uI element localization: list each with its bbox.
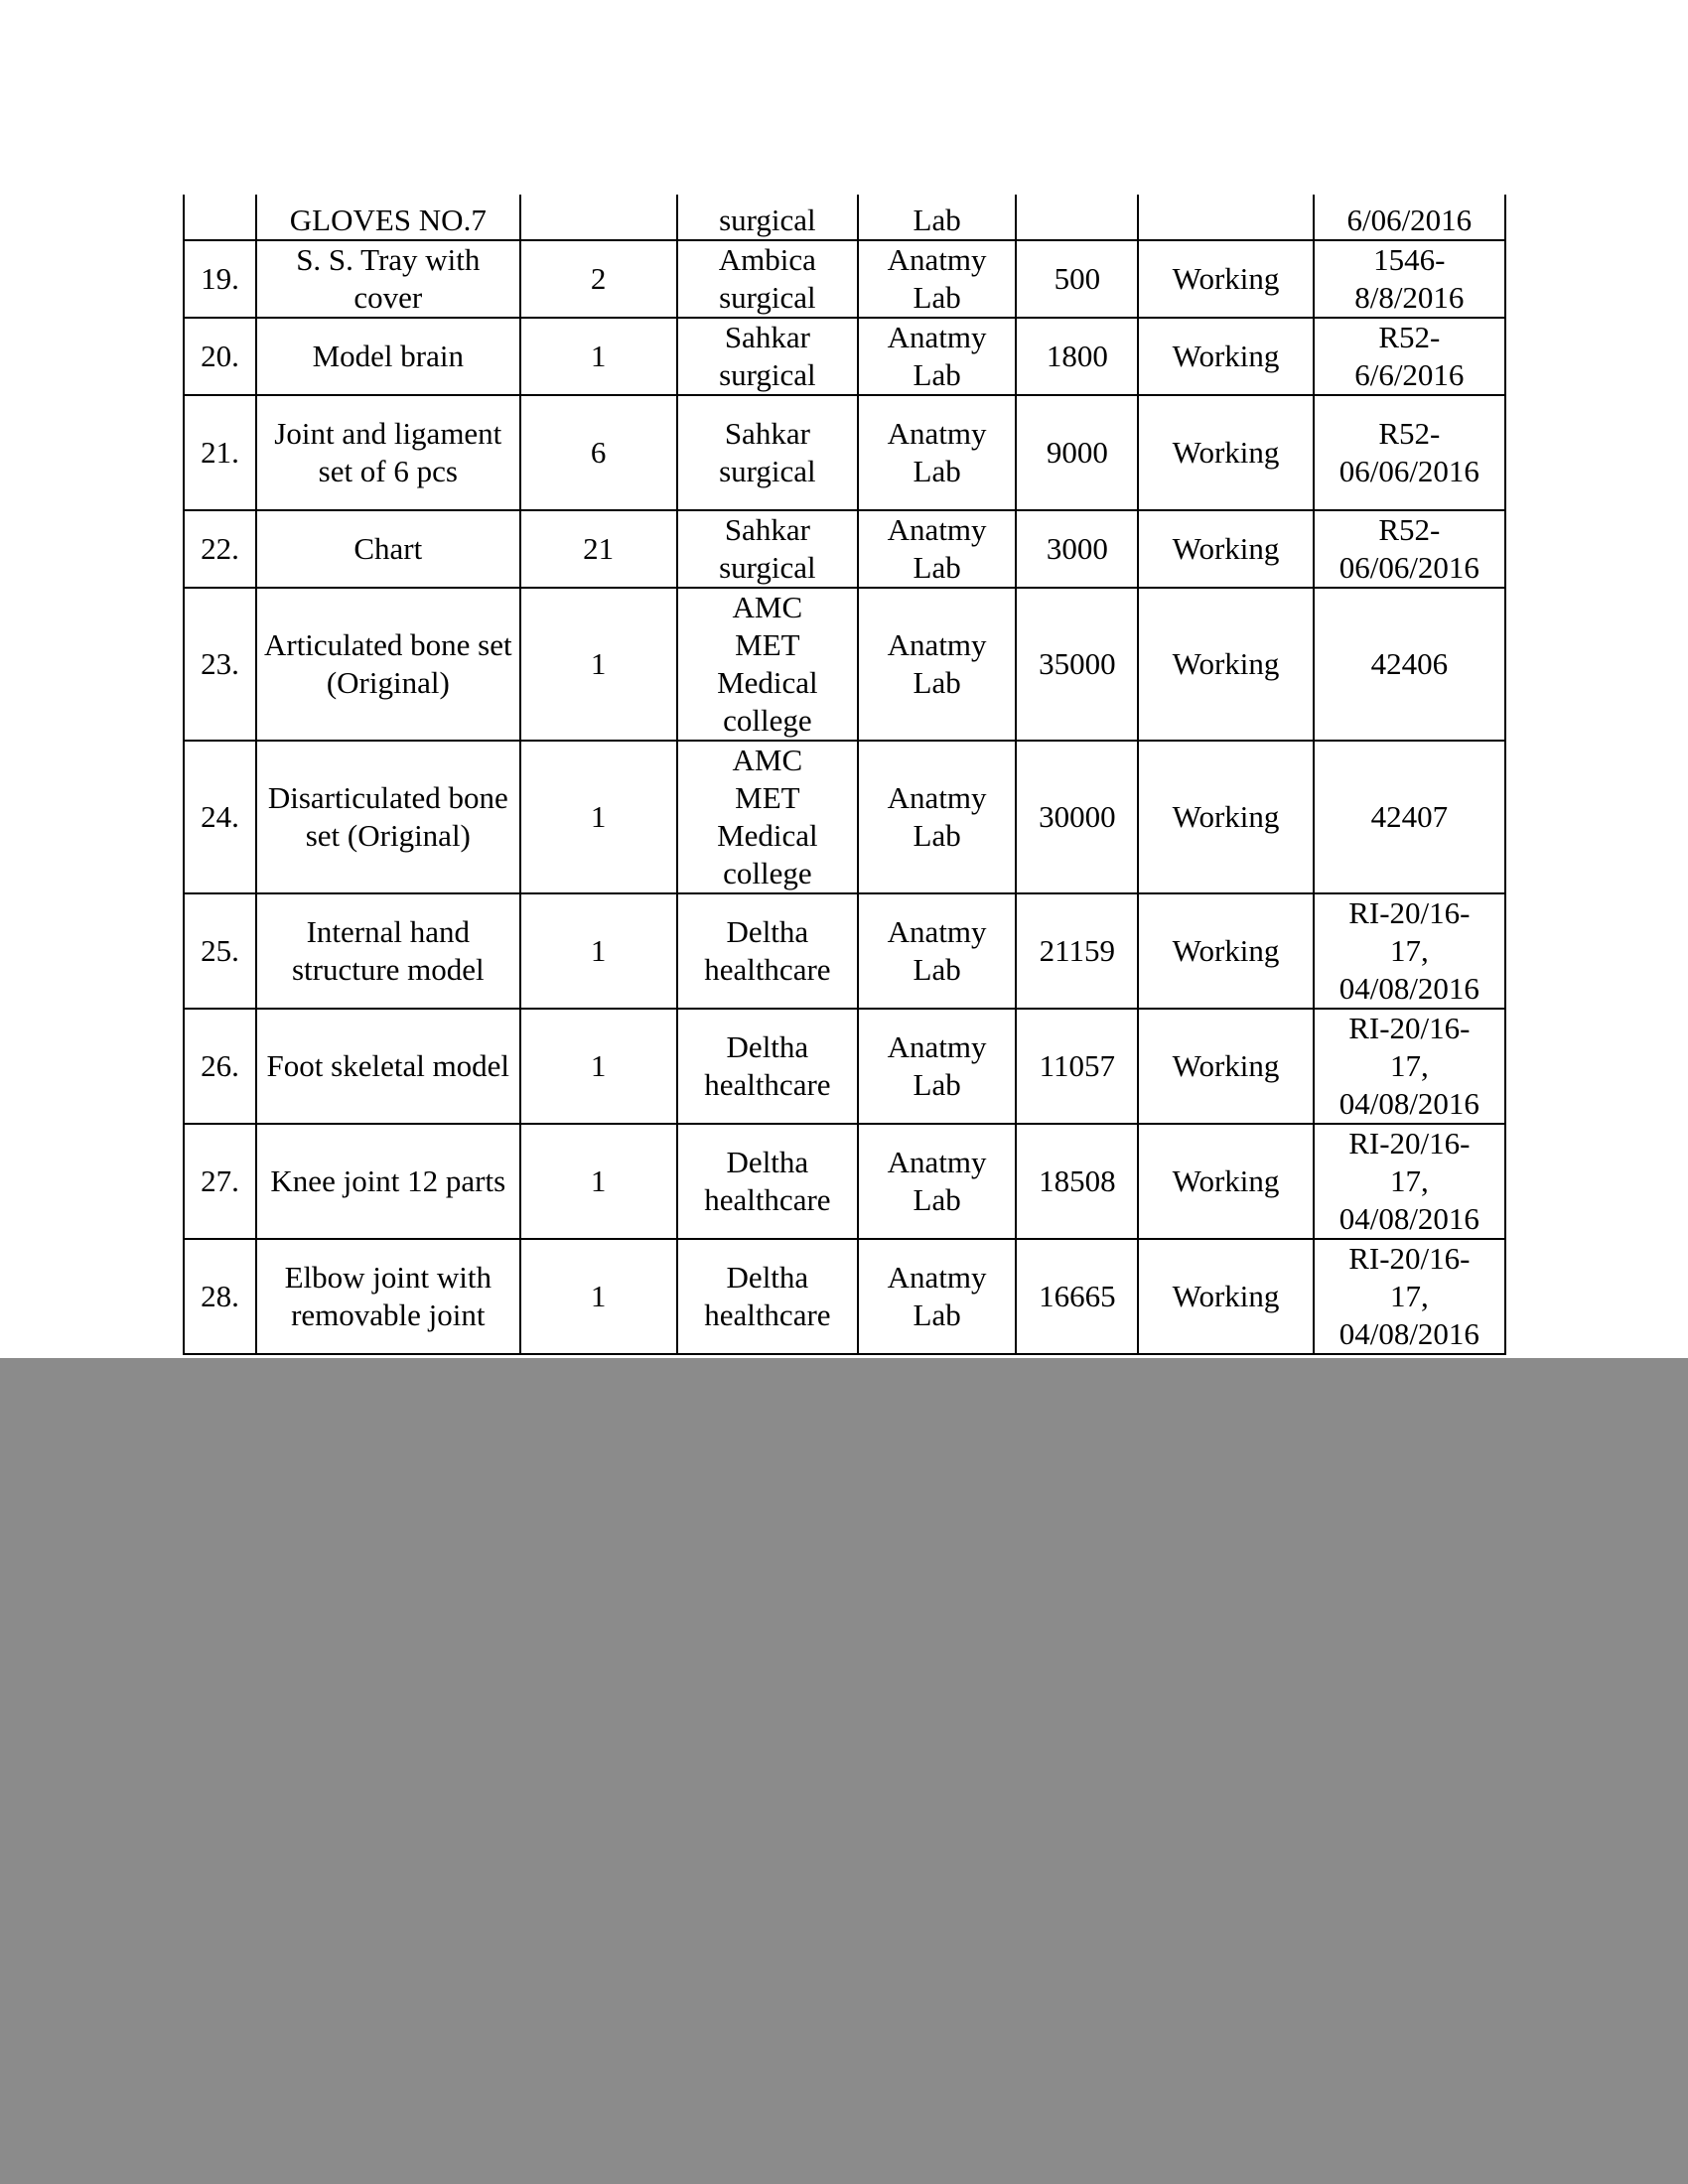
cell-sr: 25. [184, 893, 256, 1009]
cell-bill: 42407 [1314, 741, 1505, 893]
cell-status: Working [1138, 318, 1313, 395]
cell-item: Articulated bone set (Original) [256, 588, 519, 741]
table-row [184, 1239, 1505, 1354]
cell-qty: 1 [520, 318, 677, 395]
cell-status: Working [1138, 588, 1313, 741]
cell-location: Anatmy Lab [858, 395, 1016, 510]
cell-item: GLOVES NO.7 [256, 195, 519, 240]
cell-qty: 2 [520, 240, 677, 318]
cell-location: Anatmy Lab [858, 510, 1016, 588]
cell-status: Working [1138, 510, 1313, 588]
cell-bill: RI-20/16- 17, 04/08/2016 [1314, 1124, 1505, 1239]
cell-cost: 1800 [1016, 318, 1138, 395]
cell-qty: 1 [520, 1239, 677, 1354]
cell-status: Working [1138, 893, 1313, 1009]
cell-location: Anatmy Lab [858, 240, 1016, 318]
cell-cost: 18508 [1016, 1124, 1138, 1239]
cell-bill: 1546- 8/8/2016 [1314, 240, 1505, 318]
cell-status: Working [1138, 240, 1313, 318]
cell-location: Anatmy Lab [858, 741, 1016, 893]
table-row [184, 1009, 1505, 1124]
cell-supplier: Deltha healthcare [677, 1124, 858, 1239]
cell-sr: 19. [184, 240, 256, 318]
cell-sr: 21. [184, 395, 256, 510]
table-row [184, 588, 1505, 741]
table-row [184, 318, 1505, 395]
cell-item: Disarticulated bone set (Original) [256, 741, 519, 893]
cell-supplier: Sahkar surgical [677, 510, 858, 588]
cell-bill: RI-20/16- 17, 04/08/2016 [1314, 893, 1505, 1009]
cell-cost: 21159 [1016, 893, 1138, 1009]
cell-location: Anatmy Lab [858, 1124, 1016, 1239]
cell-status: Working [1138, 1239, 1313, 1354]
cell-item: Model brain [256, 318, 519, 395]
gray-overlay [0, 1358, 1688, 2184]
table-row [184, 395, 1505, 510]
cell-sr: 23. [184, 588, 256, 741]
table-row-continued [184, 195, 1505, 240]
cell-bill: R52- 06/06/2016 [1314, 395, 1505, 510]
cell-supplier: AMC MET Medical college [677, 741, 858, 893]
cell-sr: 27. [184, 1124, 256, 1239]
table-row [184, 510, 1505, 588]
cell-sr: 22. [184, 510, 256, 588]
cell-location: Anatmy Lab [858, 1239, 1016, 1354]
cell-item: Elbow joint with removable joint [256, 1239, 519, 1354]
cell-item: Knee joint 12 parts [256, 1124, 519, 1239]
cell-supplier: Deltha healthcare [677, 893, 858, 1009]
table-row [184, 240, 1505, 318]
cell-qty: 1 [520, 588, 677, 741]
cell-qty [520, 195, 677, 240]
cell-sr: 20. [184, 318, 256, 395]
cell-supplier: Deltha healthcare [677, 1239, 858, 1354]
cell-qty: 1 [520, 1124, 677, 1239]
cell-supplier: AMC MET Medical college [677, 588, 858, 741]
cell-status [1138, 195, 1313, 240]
cell-cost: 11057 [1016, 1009, 1138, 1124]
cell-location: Lab [858, 195, 1016, 240]
cell-bill: R52- 6/6/2016 [1314, 318, 1505, 395]
cell-qty: 21 [520, 510, 677, 588]
cell-bill: R52- 06/06/2016 [1314, 510, 1505, 588]
cell-cost: 3000 [1016, 510, 1138, 588]
cell-bill: RI-20/16- 17, 04/08/2016 [1314, 1009, 1505, 1124]
cell-bill: 6/06/2016 [1314, 195, 1505, 240]
cell-location: Anatmy Lab [858, 318, 1016, 395]
cell-location: Anatmy Lab [858, 588, 1016, 741]
cell-cost: 500 [1016, 240, 1138, 318]
cell-item: Joint and ligament set of 6 pcs [256, 395, 519, 510]
table-row [184, 741, 1505, 893]
cell-supplier: Ambica surgical [677, 240, 858, 318]
cell-sr: 28. [184, 1239, 256, 1354]
cell-item: Foot skeletal model [256, 1009, 519, 1124]
table-row [184, 1124, 1505, 1239]
cell-cost: 9000 [1016, 395, 1138, 510]
cell-bill: RI-20/16- 17, 04/08/2016 [1314, 1239, 1505, 1354]
cell-item: Chart [256, 510, 519, 588]
cell-qty: 1 [520, 1009, 677, 1124]
inventory-table [183, 195, 1506, 1355]
cell-cost: 16665 [1016, 1239, 1138, 1354]
cell-qty: 1 [520, 741, 677, 893]
cell-sr: 26. [184, 1009, 256, 1124]
cell-sr: 24. [184, 741, 256, 893]
cell-status: Working [1138, 741, 1313, 893]
cell-supplier: Deltha healthcare [677, 1009, 858, 1124]
cell-cost: 35000 [1016, 588, 1138, 741]
cell-supplier: Sahkar surgical [677, 395, 858, 510]
table-row [184, 893, 1505, 1009]
cell-item: Internal hand structure model [256, 893, 519, 1009]
cell-qty: 6 [520, 395, 677, 510]
cell-bill: 42406 [1314, 588, 1505, 741]
cell-status: Working [1138, 1009, 1313, 1124]
cell-sr [184, 195, 256, 240]
cell-location: Anatmy Lab [858, 893, 1016, 1009]
cell-item: S. S. Tray with cover [256, 240, 519, 318]
cell-supplier: surgical [677, 195, 858, 240]
cell-qty: 1 [520, 893, 677, 1009]
cell-supplier: Sahkar surgical [677, 318, 858, 395]
cell-location: Anatmy Lab [858, 1009, 1016, 1124]
cell-cost: 30000 [1016, 741, 1138, 893]
cell-cost [1016, 195, 1138, 240]
cell-status: Working [1138, 395, 1313, 510]
cell-status: Working [1138, 1124, 1313, 1239]
